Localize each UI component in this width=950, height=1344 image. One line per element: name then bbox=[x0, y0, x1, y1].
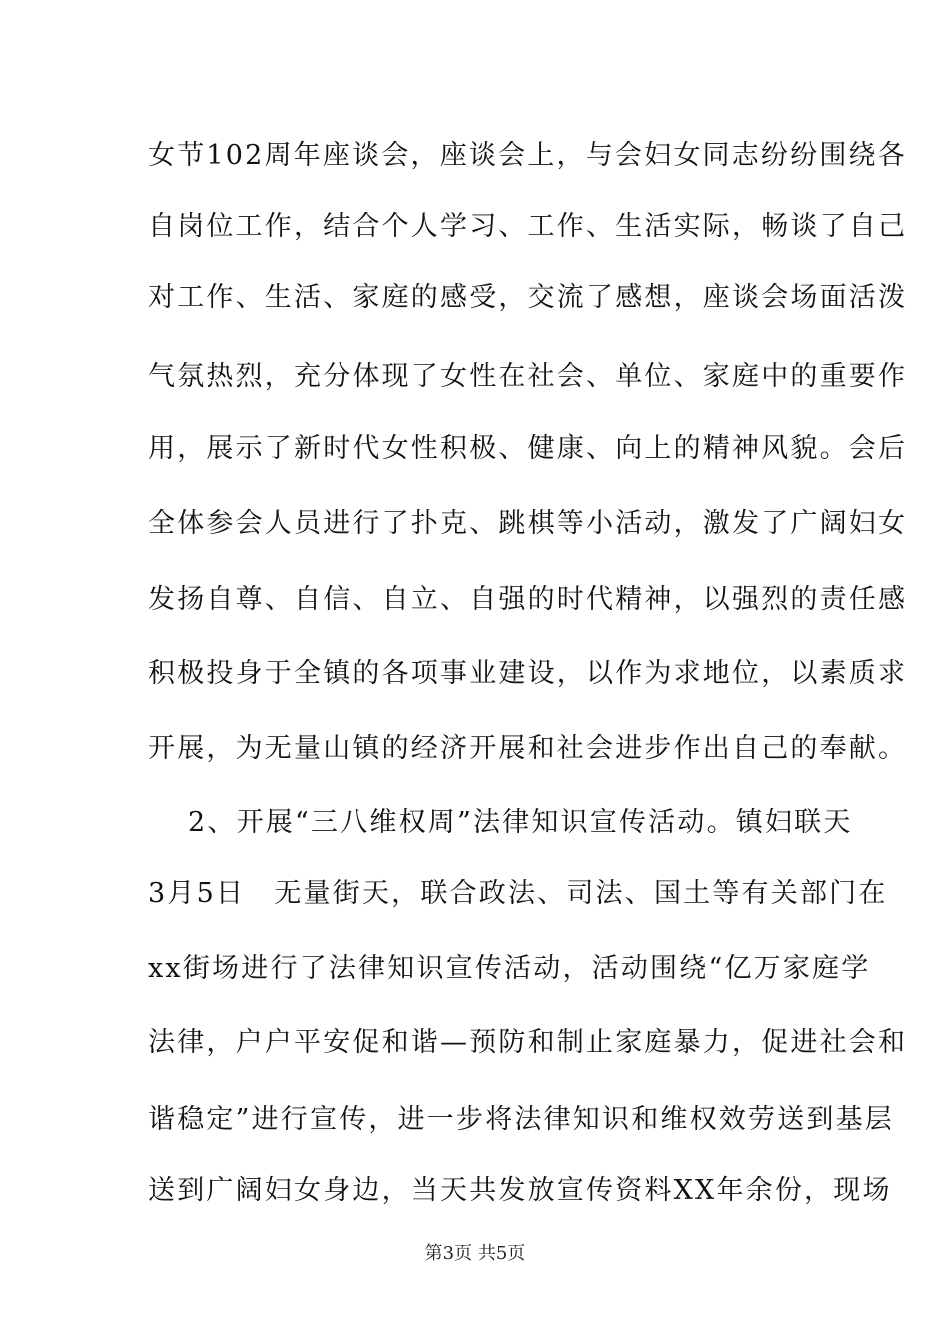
text-line: 对工作、生活、家庭的感受，交流了感想，座谈会场面活泼 bbox=[148, 282, 908, 313]
text-line: 自岗位工作，结合个人学习、工作、生活实际，畅谈了自己 bbox=[148, 211, 908, 242]
paragraph-start-line: 2、开展“三八维权周”法律知识宣传活动。镇妇联天 bbox=[188, 807, 853, 838]
text-line: 全体参会人员进行了扑克、跳棋等小活动，激发了广阔妇女 bbox=[148, 508, 908, 539]
page-number-footer: 第3页 共5页 bbox=[424, 1243, 526, 1264]
text-line: 气氛热烈，充分体现了女性在社会、单位、家庭中的重要作 bbox=[148, 361, 908, 392]
text-line: 发扬自尊、自信、自立、自强的时代精神，以强烈的责任感 bbox=[148, 584, 908, 615]
text-line: 用，展示了新时代女性积极、健康、向上的精神风貌。会后 bbox=[148, 433, 908, 464]
text-line: 积极投身于全镇的各项事业建设，以作为求地位，以素质求 bbox=[148, 658, 908, 689]
text-line: 开展，为无量山镇的经济开展和社会进步作出自己的奉献。 bbox=[148, 733, 908, 764]
text-line: 3月5日 无量街天，联合政法、司法、国土等有关部门在 bbox=[148, 878, 888, 909]
text-line: 谐稳定”进行宣传，进一步将法律知识和维权效劳送到基层 bbox=[148, 1104, 895, 1135]
text-line: 法律，户户平安促和谐—预防和制止家庭暴力，促进社会和 bbox=[148, 1027, 908, 1058]
text-line: 女节102周年座谈会，座谈会上，与会妇女同志纷纷围绕各 bbox=[148, 140, 907, 171]
text-line: 送到广阔妇女身边，当天共发放宣传资料XX年余份，现场 bbox=[148, 1175, 892, 1206]
text-line: xx街场进行了法律知识宣传活动，活动围绕“亿万家庭学 bbox=[148, 953, 871, 984]
